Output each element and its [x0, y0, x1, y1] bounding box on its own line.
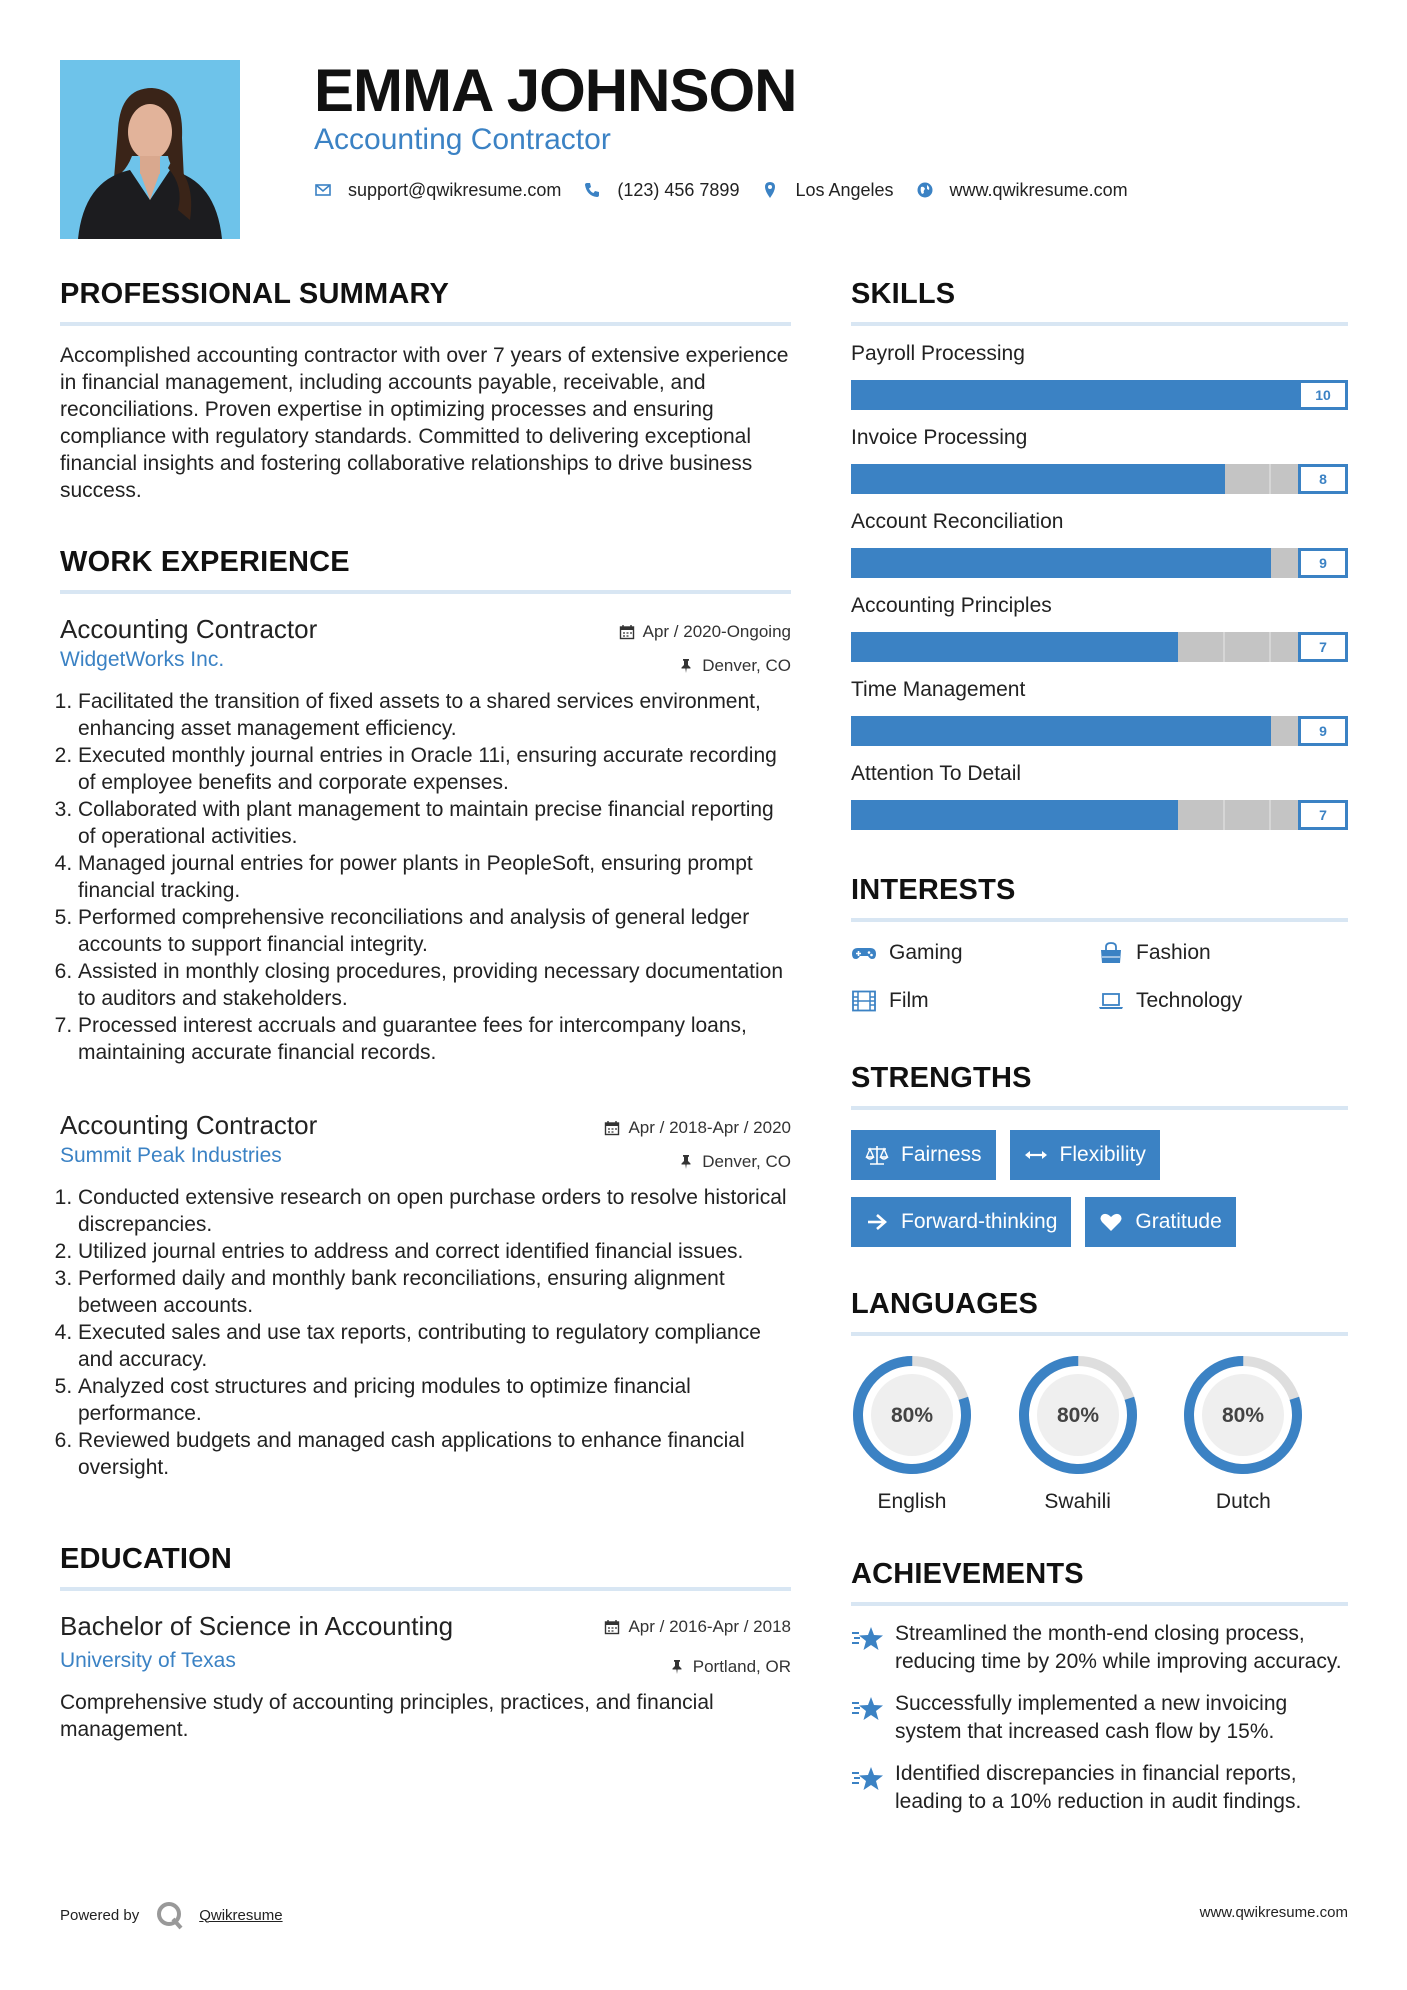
language-item	[1017, 1354, 1183, 1516]
skill-bar-segment	[1131, 380, 1178, 410]
pushpin-icon	[669, 1659, 685, 1675]
calendar-icon	[619, 624, 635, 640]
skill-bar	[851, 800, 1348, 830]
qwikresume-link[interactable]: Qwikresume	[199, 1906, 283, 1924]
skill-bar-segment	[1225, 716, 1272, 746]
footer-powered-by	[60, 1900, 283, 1930]
contact-location-text: Los Angeles	[795, 180, 894, 200]
education-degree: Bachelor of Science in Accounting	[60, 1611, 454, 1641]
skill-bar-segment	[1225, 548, 1272, 578]
achievements-section	[851, 1550, 1348, 1816]
contact-email-text: support@qwikresume.com	[348, 180, 562, 200]
section-divider	[851, 1602, 1348, 1606]
left-column	[60, 270, 791, 1743]
skill-bar-segment	[851, 548, 898, 578]
skill-bar-segment	[1131, 548, 1178, 578]
right-column	[851, 270, 1348, 1816]
achievement-item	[851, 1760, 1348, 1816]
skill-item	[851, 424, 1348, 494]
shooting-star-icon	[851, 1694, 885, 1724]
interest-item	[851, 940, 1098, 966]
job-location	[678, 654, 791, 678]
skill-bar-segment	[991, 380, 1038, 410]
achievements-list	[851, 1620, 1348, 1816]
skill-bar-segment	[991, 716, 1038, 746]
candidate-role: Accounting Contractor	[314, 123, 611, 156]
skill-bar-track	[851, 632, 1318, 662]
skill-bar-track	[851, 548, 1318, 578]
strength-badge	[1010, 1130, 1160, 1180]
skill-bar-segment	[898, 548, 945, 578]
education-section	[60, 1535, 791, 1743]
language-item	[1182, 1354, 1348, 1516]
skill-bar-segment	[1178, 800, 1225, 830]
map-pin-icon	[761, 181, 779, 199]
education-location	[669, 1655, 791, 1679]
language-name: Swahili	[1044, 1490, 1111, 1513]
skill-bar-segment	[1038, 800, 1085, 830]
envelope-icon	[314, 181, 332, 199]
language-gauge	[851, 1354, 973, 1476]
language-name: English	[877, 1490, 947, 1513]
skill-bar-segment	[851, 380, 898, 410]
heart-icon	[1099, 1211, 1123, 1233]
job-title: Accounting Contractor	[60, 614, 318, 644]
summary-section	[60, 270, 791, 504]
experience-heading: WORK EXPERIENCE	[60, 546, 350, 578]
education-entry	[60, 1609, 791, 1743]
achievement-item	[851, 1690, 1348, 1746]
interest-label: Film	[889, 989, 929, 1012]
arrows-horizontal-icon	[1024, 1144, 1048, 1166]
languages-section	[851, 1280, 1348, 1516]
section-divider	[851, 322, 1348, 326]
interest-label: Technology	[1136, 989, 1243, 1012]
pushpin-icon	[678, 658, 694, 674]
job-bullet: 3. Collaborated with plant management to maintain precise financial reporting of operational activities.	[78, 796, 791, 850]
skill-bar-segment	[944, 380, 991, 410]
gauge-label: 80%	[1222, 1404, 1265, 1427]
job-bullet: 6. Reviewed budgets and managed cash applications to enhance financial oversight.	[78, 1427, 791, 1481]
skill-bar-segment	[944, 632, 991, 662]
job-dates	[604, 1116, 791, 1140]
qwikresume-logo-icon	[155, 1900, 185, 1930]
skill-score: 10	[1298, 380, 1348, 410]
skill-bar-track	[851, 380, 1318, 410]
achievement-text: Successfully implemented a new invoicing system that increased cash flow by 15%.	[895, 1692, 1288, 1743]
job-dates-text: Apr / 2018-Apr / 2020	[628, 1118, 791, 1137]
job-bullet: 2. Utilized journal entries to address and correct identified financial issues.	[78, 1238, 791, 1265]
job-bullet: 5. Analyzed cost structures and pricing modules to optimize financial performance.	[78, 1373, 791, 1427]
interest-item	[1098, 988, 1348, 1014]
strength-badge	[851, 1197, 1071, 1247]
section-divider	[60, 322, 791, 326]
job-dates-text: Apr / 2020-Ongoing	[642, 622, 791, 641]
interests-list	[851, 940, 1348, 1014]
skill-bar-segment	[1085, 716, 1132, 746]
job-dates	[619, 620, 791, 644]
calendar-icon	[604, 1120, 620, 1136]
skill-bar	[851, 464, 1348, 494]
candidate-name: EMMA JOHNSON	[314, 57, 797, 124]
job-bullet-list	[60, 1184, 791, 1481]
summary-text: Accomplished accounting contractor with over 7 years of extensive experience in financial management, including accounts payable, receivable, and reconciliations. Proven expertise in optimizing processes and ensuring compliance with regulatory standards. Committed to delivering exceptional financial insights and fostering collaborative relationships to drive business success.	[60, 344, 789, 502]
strength-label: Forward-thinking	[901, 1210, 1058, 1233]
job-company[interactable]: WidgetWorks Inc.	[60, 648, 225, 671]
skill-bar-segment	[944, 548, 991, 578]
skill-bar-segment	[944, 464, 991, 494]
job-bullet: 6. Assisted in monthly closing procedures, providing necessary documentation to auditors and stakeholders.	[78, 958, 791, 1012]
shopping-bag-icon	[1098, 942, 1124, 964]
calendar-icon	[604, 1619, 620, 1635]
strengths-list	[851, 1130, 1348, 1264]
shooting-star-icon	[851, 1764, 885, 1794]
contact-website[interactable]	[916, 176, 1128, 204]
profile-photo	[60, 60, 240, 239]
skill-score: 7	[1298, 800, 1348, 830]
job-title: Accounting Contractor	[60, 1110, 318, 1140]
powered-by-text: Powered by	[60, 1906, 140, 1924]
skill-name: Attention To Detail	[851, 762, 1022, 785]
gauge-label: 80%	[1056, 1404, 1099, 1427]
skill-bar-segment	[944, 716, 991, 746]
skill-bar-segment	[851, 716, 898, 746]
skill-bar-track	[851, 464, 1318, 494]
strength-label: Fairness	[901, 1143, 982, 1166]
education-heading: EDUCATION	[60, 1543, 233, 1575]
skill-bar-segment	[991, 548, 1038, 578]
contact-phone-text: (123) 456 7899	[617, 180, 740, 200]
skill-bar-segment	[898, 632, 945, 662]
language-item	[851, 1354, 1017, 1516]
skill-bar-track	[851, 716, 1318, 746]
skill-bar	[851, 716, 1348, 746]
skill-bar-segment	[1085, 632, 1132, 662]
laptop-icon	[1098, 990, 1124, 1012]
skill-bar-segment	[1178, 548, 1225, 578]
film-icon	[851, 990, 877, 1012]
job-bullet: 7. Processed interest accruals and guarantee fees for intercompany loans, maintaining accurate financial records.	[78, 1012, 791, 1066]
skill-bar-segment	[1178, 716, 1225, 746]
language-name: Dutch	[1215, 1490, 1271, 1513]
gamepad-icon	[851, 942, 877, 964]
skill-bar-segment	[1038, 632, 1085, 662]
skill-item	[851, 508, 1348, 578]
skill-bar-segment	[1038, 548, 1085, 578]
job-location-text: Denver, CO	[702, 1152, 791, 1171]
job-bullet: 4. Executed sales and use tax reports, contributing to regulatory compliance and accuracy.	[78, 1319, 791, 1373]
skill-name: Account Reconciliation	[851, 510, 1064, 533]
achievements-heading: ACHIEVEMENTS	[851, 1558, 1084, 1590]
contact-bar	[314, 176, 1150, 204]
section-divider	[60, 1587, 791, 1591]
language-gauge	[1017, 1354, 1139, 1476]
skill-bar-segment	[1225, 800, 1272, 830]
strengths-heading: STRENGTHS	[851, 1062, 1032, 1094]
skills-section	[851, 270, 1348, 830]
interest-item	[1098, 940, 1348, 966]
skill-item	[851, 760, 1348, 830]
skill-bar-segment	[1131, 464, 1178, 494]
skill-bar-segment	[1178, 464, 1225, 494]
skill-bar-segment	[1131, 800, 1178, 830]
experience-section	[60, 538, 791, 1481]
section-divider	[851, 918, 1348, 922]
skill-bar-segment	[991, 464, 1038, 494]
skill-bar-segment	[1131, 716, 1178, 746]
skill-bar-segment	[898, 380, 945, 410]
skill-name: Invoice Processing	[851, 426, 1028, 449]
job-location	[678, 1150, 791, 1174]
interest-label: Gaming	[889, 941, 963, 964]
skill-bar-segment	[991, 800, 1038, 830]
education-dates	[604, 1615, 791, 1639]
strength-label: Gratitude	[1135, 1210, 1222, 1233]
interests-heading: INTERESTS	[851, 874, 1016, 906]
contact-email[interactable]	[314, 176, 561, 204]
skill-bar	[851, 548, 1348, 578]
skill-score: 7	[1298, 632, 1348, 662]
strengths-section	[851, 1054, 1348, 1264]
contact-website-text: www.qwikresume.com	[949, 180, 1128, 200]
profile-photo-image	[60, 60, 240, 239]
skill-bar	[851, 632, 1348, 662]
skill-bar-segment	[1225, 632, 1272, 662]
section-divider	[60, 590, 791, 594]
skill-item	[851, 676, 1348, 746]
strength-badge	[1085, 1197, 1235, 1247]
skill-item	[851, 340, 1348, 410]
interest-label: Fashion	[1136, 941, 1211, 964]
achievement-text: Streamlined the month-end closing process, reducing time by 20% while improving accuracy.	[895, 1622, 1342, 1673]
arrow-right-icon	[865, 1211, 889, 1233]
skill-bar-segment	[1225, 464, 1272, 494]
skill-name: Payroll Processing	[851, 342, 1025, 365]
skill-bar-segment	[991, 632, 1038, 662]
job-entry	[60, 1108, 791, 1481]
skill-name: Time Management	[851, 678, 1026, 701]
languages-heading: LANGUAGES	[851, 1288, 1039, 1320]
skill-bar-segment	[1085, 800, 1132, 830]
education-location-text: Portland, OR	[692, 1657, 791, 1676]
footer-website[interactable]: www.qwikresume.com	[1199, 1904, 1348, 1921]
job-bullet-list	[60, 688, 791, 1066]
education-school[interactable]: University of Texas	[60, 1649, 236, 1672]
skill-name: Accounting Principles	[851, 594, 1052, 617]
strength-label: Flexibility	[1059, 1143, 1146, 1166]
balance-scale-icon	[865, 1144, 889, 1166]
achievement-text: Identified discrepancies in financial reports, leading to a 10% reduction in audit findings.	[895, 1762, 1302, 1813]
job-bullet: 2. Executed monthly journal entries in Oracle 11i, ensuring accurate recording of employee benefits and corporate expenses.	[78, 742, 791, 796]
job-bullet: 1. Conducted extensive research on open purchase orders to resolve historical discrepancies.	[78, 1184, 791, 1238]
skill-bar-segment	[1085, 380, 1132, 410]
skill-bar-track	[851, 800, 1318, 830]
job-bullet: 5. Performed comprehensive reconciliations and analysis of general ledger accounts to support financial integrity.	[78, 904, 791, 958]
achievement-item	[851, 1620, 1348, 1676]
gauge-label: 80%	[890, 1404, 934, 1427]
languages-list	[851, 1354, 1348, 1516]
skill-bar-segment	[851, 632, 898, 662]
summary-heading: PROFESSIONAL SUMMARY	[60, 278, 450, 310]
skill-bar-segment	[1038, 380, 1085, 410]
skill-bar-segment	[1085, 548, 1132, 578]
pushpin-icon	[678, 1154, 694, 1170]
skill-score: 9	[1298, 548, 1348, 578]
skill-bar-segment	[1038, 716, 1085, 746]
job-entry	[60, 612, 791, 1066]
skill-bar-segment	[851, 800, 898, 830]
skill-score: 8	[1298, 464, 1348, 494]
skill-bar-segment	[1131, 632, 1178, 662]
interests-section	[851, 866, 1348, 1014]
job-bullet: 4. Managed journal entries for power plants in PeopleSoft, ensuring prompt financial tracking.	[78, 850, 791, 904]
phone-icon	[583, 181, 601, 199]
strength-badge	[851, 1130, 996, 1180]
globe-icon	[916, 181, 934, 199]
skill-bar-segment	[1178, 380, 1225, 410]
contact-location	[761, 176, 893, 204]
contact-phone[interactable]	[583, 176, 739, 204]
skill-bar-segment	[898, 800, 945, 830]
skill-bar-segment	[898, 464, 945, 494]
skill-bar-segment	[1038, 464, 1085, 494]
skill-item	[851, 592, 1348, 662]
education-dates-text: Apr / 2016-Apr / 2018	[628, 1617, 791, 1636]
interest-item	[851, 988, 1098, 1014]
skill-bar-segment	[898, 716, 945, 746]
job-location-text: Denver, CO	[702, 656, 791, 675]
skill-bar-segment	[1085, 464, 1132, 494]
job-bullet: 1. Facilitated the transition of fixed assets to a shared services environment, enhancing asset management efficiency.	[78, 688, 791, 742]
skill-bar-segment	[851, 464, 898, 494]
skill-bar-segment	[1225, 380, 1272, 410]
job-bullet: 3. Performed daily and monthly bank reconciliations, ensuring alignment between accounts.	[78, 1265, 791, 1319]
skill-bar-segment	[1178, 632, 1225, 662]
section-divider	[851, 1332, 1348, 1336]
skill-score: 9	[1298, 716, 1348, 746]
section-divider	[851, 1106, 1348, 1110]
skill-bar	[851, 380, 1348, 410]
skills-heading: SKILLS	[851, 278, 956, 310]
education-description: Comprehensive study of accounting principles, practices, and financial management.	[60, 1691, 714, 1741]
skills-list	[851, 340, 1348, 830]
skill-bar-segment	[944, 800, 991, 830]
language-gauge	[1182, 1354, 1304, 1476]
shooting-star-icon	[851, 1624, 885, 1654]
job-company[interactable]: Summit Peak Industries	[60, 1144, 282, 1167]
